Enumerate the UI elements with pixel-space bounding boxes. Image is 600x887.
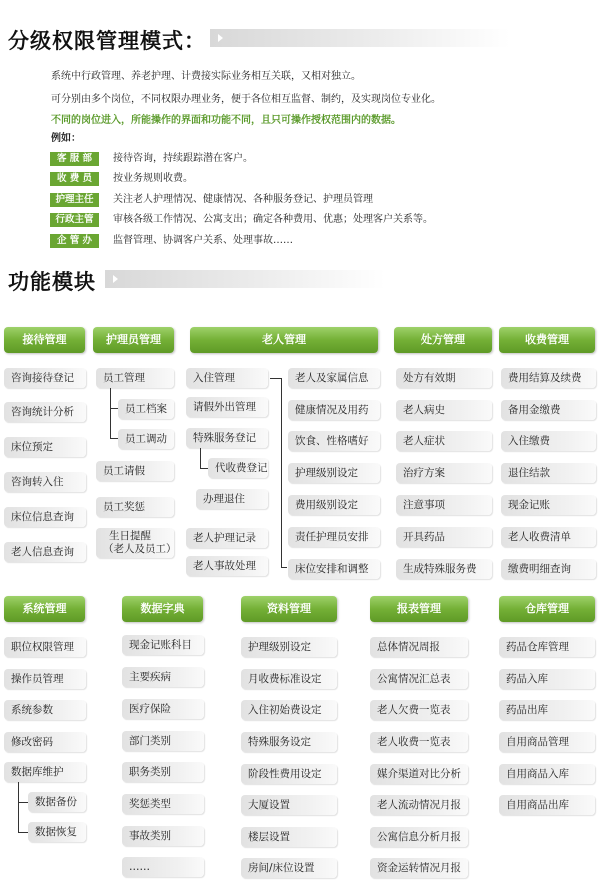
role-desc: 按业务规则收费。 — [113, 173, 193, 184]
menu-item[interactable]: 药品出库 — [499, 700, 595, 720]
tree-line — [18, 802, 28, 803]
menu-item[interactable]: 媒介渠道对比分析 — [370, 764, 468, 784]
menu-item[interactable]: 缴费明细查询 — [501, 559, 596, 579]
menu-item[interactable]: 入住管理 — [186, 368, 268, 388]
module-data[interactable]: 资料管理 — [241, 596, 337, 622]
menu-item[interactable]: 老人事故处理 — [186, 556, 268, 576]
menu-item[interactable]: 总体情况周报 — [370, 637, 468, 657]
arrow-icon — [113, 275, 118, 283]
menu-item[interactable]: 现金记账科目 — [122, 635, 204, 655]
menu-item[interactable]: 公寓情况汇总表 — [370, 669, 468, 689]
menu-item[interactable]: 操作员管理 — [4, 669, 86, 689]
menu-item[interactable]: 老人护理记录 — [186, 528, 268, 548]
module-system[interactable]: 系统管理 — [4, 596, 85, 622]
birthday-reminder[interactable] — [96, 528, 177, 558]
menu-item[interactable]: 现金记账 — [501, 495, 596, 515]
tree-line — [18, 832, 28, 833]
menu-item[interactable]: 自用商品入库 — [499, 764, 595, 784]
menu-item[interactable]: 月收费标准设定 — [241, 669, 337, 689]
menu-item[interactable]: 自用商品管理 — [499, 732, 595, 752]
module-dictionary[interactable]: 数据字典 — [122, 596, 203, 622]
menu-item-line: （老人及员工） — [103, 543, 177, 555]
menu-item[interactable]: 咨询统计分析 — [4, 402, 86, 422]
menu-item[interactable]: 老人症状 — [396, 431, 492, 451]
role-desc: 审核各级工作情况、公寓支出；确定各种费用、优惠；处理客户关系等。 — [113, 214, 433, 225]
intro-line-1: 系统中行政管理、养老护理、计费接实际业务相互关联，又相对独立。 — [51, 71, 361, 82]
section-title-modules: 功能模块 — [8, 270, 96, 294]
menu-item[interactable]: 床位信息查询 — [4, 507, 86, 527]
menu-item[interactable]: 床位安排和调整 — [288, 559, 380, 579]
menu-item[interactable]: 房间/床位设置 — [241, 858, 337, 878]
menu-item[interactable]: 数据恢复 — [28, 822, 86, 842]
menu-item[interactable]: 床位预定 — [4, 437, 86, 457]
intro-example-label: 例如： — [51, 133, 81, 144]
menu-item[interactable]: 楼层设置 — [241, 827, 337, 847]
menu-item[interactable]: 员工奖惩 — [96, 497, 174, 517]
role-desc: 关注老人护理情况、健康情况、各种服务登记、护理员管理 — [113, 194, 373, 205]
menu-item[interactable]: 费用级别设定 — [288, 495, 380, 515]
tree-line — [110, 408, 118, 409]
menu-item[interactable]: 数据库维护 — [4, 762, 86, 782]
menu-item[interactable]: 入住缴费 — [501, 431, 596, 451]
menu-item[interactable]: 部门类别 — [122, 731, 204, 751]
tree-line — [110, 388, 111, 438]
menu-item[interactable]: 老人收费清单 — [501, 527, 596, 547]
menu-item[interactable]: 老人流动情况月报 — [370, 795, 468, 815]
menu-item[interactable]: 员工档案 — [118, 399, 174, 419]
role-tag: 护理主任 — [50, 193, 99, 207]
menu-item[interactable]: 治疗方案 — [396, 463, 492, 483]
menu-item[interactable]: 修改密码 — [4, 732, 86, 752]
menu-item[interactable]: 备用金缴费 — [501, 400, 596, 420]
menu-item[interactable]: 职位权限管理 — [4, 637, 86, 657]
menu-item[interactable]: 自用商品出库 — [499, 795, 595, 815]
menu-item[interactable]: 注意事项 — [396, 495, 492, 515]
menu-item[interactable]: 老人信息查询 — [4, 542, 86, 562]
intro-line-3: 不同的岗位进入，所能操作的界面和功能不同，且只可操作授权范围内的数据。 — [51, 115, 401, 126]
tree-line — [281, 567, 287, 568]
menu-item[interactable]: 健康情况及用药 — [288, 400, 380, 420]
section-title-permissions: 分级权限管理模式： — [8, 29, 206, 53]
arrow-icon — [218, 34, 223, 42]
role-tag: 企 管 办 — [50, 234, 99, 248]
menu-item[interactable]: 特殊服务登记 — [186, 428, 268, 448]
module-caregiver[interactable]: 护理员管理 — [93, 327, 174, 353]
section-header-bar — [105, 270, 385, 288]
menu-item[interactable]: 药品仓库管理 — [499, 637, 595, 657]
menu-item[interactable]: 事故类别 — [122, 826, 204, 846]
menu-item[interactable]: 职务类别 — [122, 762, 204, 782]
role-desc: 监督管理、协调客户关系、处理事故…… — [113, 235, 293, 246]
menu-item[interactable]: 处方有效期 — [396, 368, 492, 388]
menu-item[interactable]: …… — [122, 857, 204, 877]
menu-item[interactable]: 特殊服务设定 — [241, 732, 337, 752]
intro-line-2: 可分别由多个岗位，不同权限办理业务，便于各位相互监督、制约，及实现岗位专业化。 — [51, 94, 441, 105]
menu-item[interactable]: 入住初始费设定 — [241, 700, 337, 720]
section-header-bar — [210, 29, 510, 47]
module-warehouse[interactable]: 仓库管理 — [499, 596, 595, 622]
menu-item[interactable]: 办理退住 — [196, 489, 268, 509]
menu-item[interactable]: 员工调动 — [118, 429, 174, 449]
menu-item[interactable]: 员工管理 — [96, 368, 174, 388]
menu-item[interactable]: 责任护理员安排 — [288, 527, 380, 547]
tree-line — [110, 438, 118, 439]
menu-item[interactable]: 奖惩类型 — [122, 794, 204, 814]
module-reception[interactable]: 接待管理 — [4, 327, 85, 353]
menu-item[interactable]: 生成特殊服务费 — [396, 559, 492, 579]
menu-item[interactable]: 医疗保险 — [122, 699, 204, 719]
menu-item[interactable]: 咨询转入住 — [4, 472, 86, 492]
tree-line — [18, 782, 19, 832]
module-reports[interactable]: 报表管理 — [370, 596, 468, 622]
menu-item[interactable]: 老人病史 — [396, 400, 492, 420]
tree-line — [200, 448, 201, 468]
menu-item[interactable]: 费用结算及续费 — [501, 368, 596, 388]
role-tag: 行政主管 — [50, 213, 99, 227]
role-tag: 客 服 部 — [50, 152, 99, 166]
menu-item[interactable]: 药品入库 — [499, 669, 595, 689]
module-billing[interactable]: 收费管理 — [499, 327, 595, 353]
menu-item[interactable]: 老人及家属信息 — [288, 368, 380, 388]
menu-item-line: 生日提醒 — [109, 530, 151, 542]
menu-item[interactable]: 请假外出管理 — [186, 397, 268, 417]
menu-item[interactable]: 护理级别设定 — [288, 463, 380, 483]
menu-item[interactable]: 大厦设置 — [241, 795, 337, 815]
tree-line — [200, 468, 208, 469]
tree-line — [281, 378, 282, 568]
menu-item[interactable]: 员工请假 — [96, 461, 174, 481]
menu-item[interactable]: 开具药品 — [396, 527, 492, 547]
menu-item[interactable]: 主要疾病 — [122, 667, 204, 687]
module-elderly[interactable]: 老人管理 — [190, 327, 378, 353]
menu-item[interactable]: 咨询接待登记 — [4, 368, 86, 388]
module-prescription[interactable]: 处方管理 — [394, 327, 492, 353]
menu-item[interactable]: 系统参数 — [4, 700, 86, 720]
role-desc: 接待咨询，持续跟踪潜在客户。 — [113, 153, 253, 164]
menu-item[interactable]: 代收费登记 — [208, 458, 268, 478]
menu-item[interactable]: 退住结款 — [501, 463, 596, 483]
menu-item[interactable]: 资金运转情况月报 — [370, 858, 468, 878]
menu-item[interactable]: 公寓信息分析月报 — [370, 827, 468, 847]
role-tag: 收 费 员 — [50, 172, 99, 186]
menu-item[interactable]: 老人收费一览表 — [370, 732, 468, 752]
menu-item[interactable]: 饮食、性格嗜好 — [288, 431, 380, 451]
menu-item[interactable]: 数据备份 — [28, 792, 86, 812]
menu-item[interactable]: 护理级别设定 — [241, 637, 337, 657]
menu-item[interactable]: 老人欠费一览表 — [370, 700, 468, 720]
menu-item[interactable]: 阶段性费用设定 — [241, 764, 337, 784]
